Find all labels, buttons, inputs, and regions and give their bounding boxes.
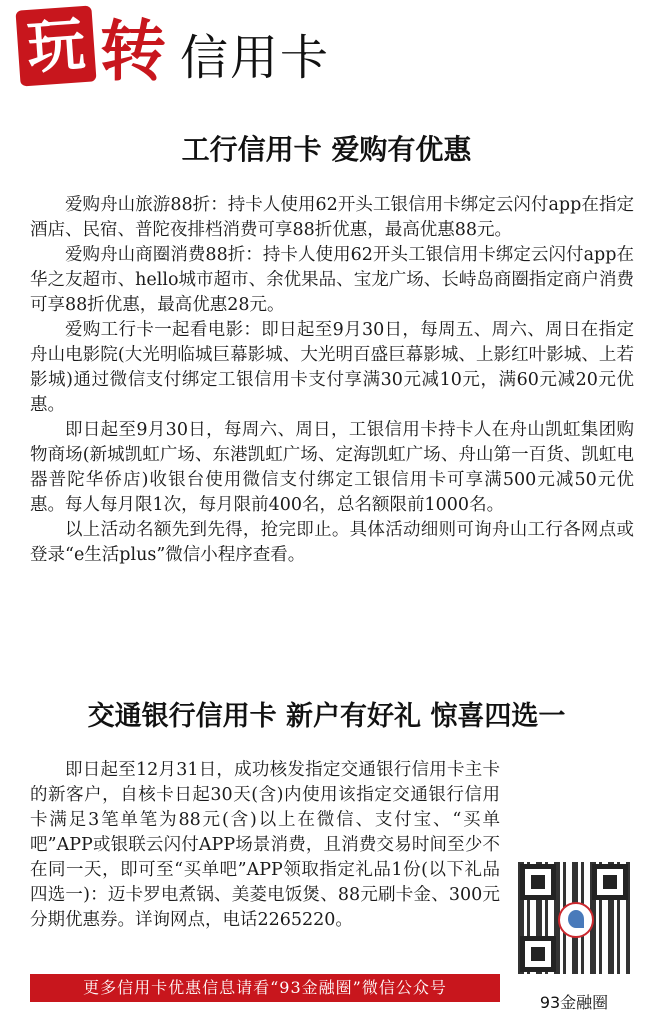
qr-logo-icon	[558, 902, 594, 938]
qr-finder-icon	[520, 936, 556, 972]
section1-paragraph: 即日起至9月30日，每周六、周日，工银信用卡持卡人在舟山凯虹集团购物商场(新城凯虹广场、东港凯虹广场、定海凯虹广场、舟山第一百货、凯虹电器普陀华侨店)收银台使用微信支付绑定工银信用卡可享满500元减50元优惠。每人每月限1次，每月限前400名，总名额限前1000名。	[30, 420, 634, 515]
masthead	[14, 8, 614, 98]
section1-body	[30, 193, 634, 568]
logo-rest: 信用卡	[180, 30, 331, 86]
section1-paragraph: 爱购工行卡一起看电影：即日起至9月30日，每周五、周六、周日在指定舟山电影院(大光明临城巨幕影城、大光明百盛巨幕影城、上影红叶影城、上若影城)通过微信支付绑定工银信用卡支付享满30元减10元，满60元减20元优惠。	[30, 320, 634, 415]
section2-paragraph: 即日起至12月31日，成功核发指定交通银行信用卡主卡的新客户，自核卡日起30天(含)内使用该指定交通银行信用卡满足3笔单笔为88元(含)以上在微信、支付宝、“买单吧”APP或银联云闪付APP场景消费，且消费交易时间至少不在同一天，即可至“买单吧”APP领取指定礼品1份(以下礼品四选一)：迈卡罗电煮锅、美菱电饭煲、88元刷卡金、300元分期优惠券。详询网点，电话2265220。	[30, 760, 500, 930]
section1-title: 工行信用卡 爱购有优惠	[181, 133, 472, 166]
logo-char-1: 玩	[15, 5, 96, 86]
footer-banner: 更多信用卡优惠信息请看“93金融圈”微信公众号	[30, 974, 500, 1002]
qr-finder-icon	[520, 864, 556, 900]
qr-finder-icon	[592, 864, 628, 900]
section2-title: 交通银行信用卡 新户有好礼 惊喜四选一	[87, 701, 566, 732]
section1-paragraph: 以上活动名额先到先得，抢完即止。具体活动细则可询舟山工行各网点或登录“e生活plus”微信小程序查看。	[30, 520, 634, 565]
qr-code-icon[interactable]	[518, 862, 630, 974]
qr-caption: 93金融圈	[539, 993, 609, 1012]
logo-char-2: 转	[100, 13, 166, 90]
section1-paragraph: 爱购舟山商圈消费88折：持卡人使用62开头工银信用卡绑定云闪付app在华之友超市、hello城市超市、余优果品、宝龙广场、长峙岛商圈指定商户消费可享88折优惠，最高优惠28元。	[30, 245, 634, 315]
section1-paragraph: 爱购舟山旅游88折：持卡人使用62开头工银信用卡绑定云闪付app在指定酒店、民宿、普陀夜排档消费可享88折优惠，最高优惠88元。	[30, 195, 634, 240]
section2-body	[30, 758, 500, 933]
